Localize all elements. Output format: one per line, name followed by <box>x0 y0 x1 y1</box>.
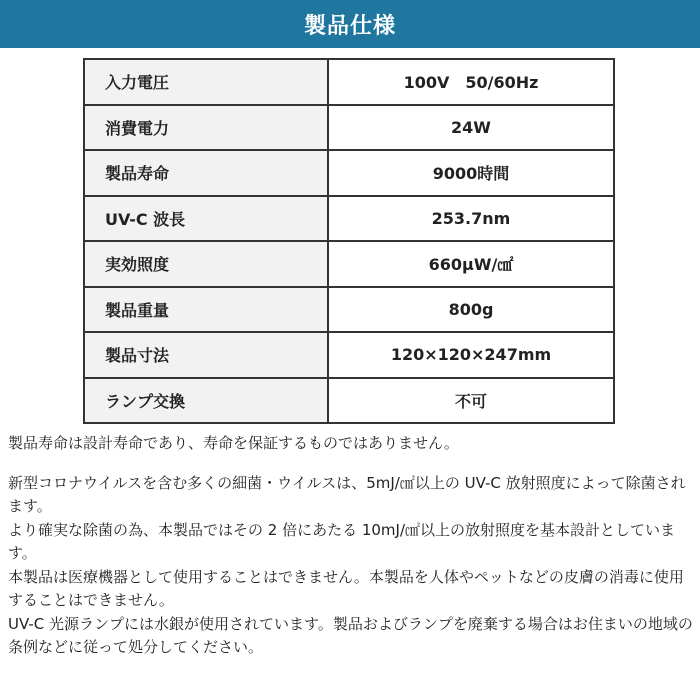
note-lifespan: 製品寿命は設計寿命であり、寿命を保証するものではありません。 <box>8 434 459 452</box>
table-row <box>84 150 614 196</box>
spec-value: 不可 <box>328 378 614 424</box>
spec-label: UV-C 波長 <box>84 196 328 242</box>
page-title: 製品仕様 <box>303 13 396 39</box>
spec-value: 253.7nm <box>328 196 614 242</box>
table-row <box>84 59 614 105</box>
spec-label: 製品寿命 <box>84 150 328 196</box>
notes-section <box>8 432 694 660</box>
header-banner <box>0 0 700 48</box>
spec-label: 実効照度 <box>84 241 328 287</box>
table-row <box>84 287 614 333</box>
note-design-dose: より確実な除菌の為、本製品ではその 2 倍にあたる 10mJ/㎠以上の放射照度を基本設計としています。 <box>8 520 676 562</box>
spec-value: 800g <box>328 287 614 333</box>
spec-table <box>83 58 615 424</box>
spec-value: 660μW/㎠ <box>328 241 614 287</box>
table-row <box>84 105 614 151</box>
spec-label: 製品寸法 <box>84 332 328 378</box>
spec-value: 100V 50/60Hz <box>328 59 614 105</box>
table-row <box>84 241 614 287</box>
spec-value: 9000時間 <box>328 150 614 196</box>
spec-label: ランプ交換 <box>84 378 328 424</box>
note-uvc-dose: 新型コロナウイルスを含む多くの細菌・ウイルスは、5mJ/㎠以上の UV-C 放射照度によって除菌されます。 <box>8 473 686 515</box>
spec-value: 120×120×247mm <box>328 332 614 378</box>
note-disposal: UV-C 光源ランプには水銀が使用されています。製品およびランプを廃棄する場合はお住まいの地域の条例などに従って処分してください。 <box>8 614 693 656</box>
spec-value: 24W <box>328 105 614 151</box>
table-row <box>84 332 614 378</box>
table-row <box>84 196 614 242</box>
table-row <box>84 378 614 424</box>
note-medical-use: 本製品は医療機器として使用することはできません。本製品を人体やペットなどの皮膚の消毒に使用することはできません。 <box>8 567 684 609</box>
spec-label: 製品重量 <box>84 287 328 333</box>
spec-label: 入力電圧 <box>84 59 328 105</box>
spec-label: 消費電力 <box>84 105 328 151</box>
